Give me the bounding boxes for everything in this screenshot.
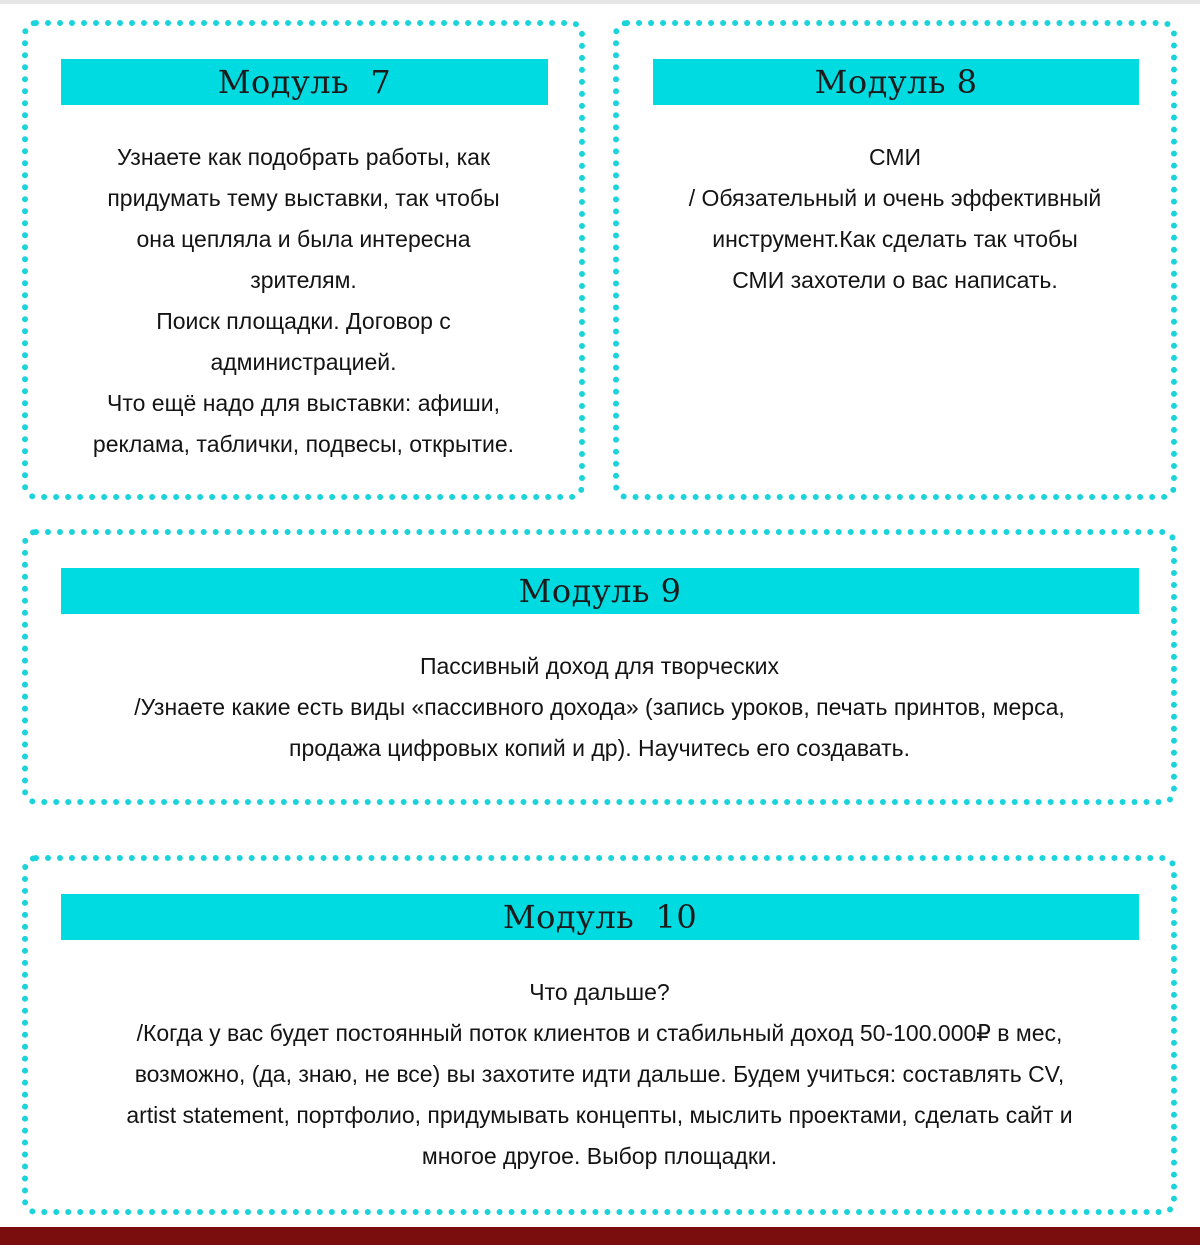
description-line: /Узнаете какие есть виды «пассивного дохода» (запись уроков, печать принтов, мерса, bbox=[134, 694, 1065, 720]
module-description bbox=[38, 646, 1161, 769]
module-card-9 bbox=[22, 529, 1177, 805]
description-line: придумать тему выставки, так чтобы bbox=[107, 185, 500, 211]
description-line: artist statement, портфолио, придумывать концепты, мыслить проектами, сделать сайт и bbox=[126, 1102, 1073, 1128]
description-line: / Обязательный и очень эффективный bbox=[688, 185, 1102, 211]
description-line: продажа цифровых копий и др). Научитесь его создавать. bbox=[289, 735, 910, 761]
description-line: Что дальше? bbox=[529, 979, 670, 1005]
module-description bbox=[38, 972, 1161, 1177]
description-line: она цепляла и была интересна bbox=[136, 226, 471, 252]
top-divider bbox=[0, 0, 1200, 4]
description-line: СМИ захотели о вас написать. bbox=[732, 267, 1058, 293]
description-line: инструмент.Как сделать так чтобы bbox=[712, 226, 1078, 252]
description-line: администрацией. bbox=[210, 349, 397, 375]
description-line: Поиск площадки. Договор с bbox=[156, 308, 451, 334]
description-line: Узнаете как подобрать работы, как bbox=[116, 144, 491, 170]
module-title: Модуль 9 bbox=[61, 568, 1139, 614]
description-line: многое другое. Выбор площадки. bbox=[421, 1143, 778, 1169]
description-line: Что ещё надо для выставки: афиши, bbox=[107, 390, 500, 416]
module-description bbox=[629, 137, 1161, 301]
description-line: Пассивный доход для творческих bbox=[419, 653, 780, 679]
footer-bar bbox=[0, 1227, 1200, 1245]
description-line: реклама, таблички, подвесы, открытие. bbox=[92, 431, 515, 457]
description-line: зрителям. bbox=[250, 267, 357, 293]
module-title: Модуль 7 bbox=[61, 59, 548, 105]
description-line: возможно, (да, знаю, не все) вы захотите идти дальше. Будем учиться: составлять CV, bbox=[134, 1061, 1065, 1087]
module-title: Модуль 8 bbox=[653, 59, 1139, 105]
module-card-8 bbox=[613, 20, 1177, 500]
module-card-10 bbox=[22, 855, 1177, 1215]
description-line: СМИ bbox=[868, 144, 922, 170]
description-line: /Когда у вас будет постоянный поток клиентов и стабильный доход 50-100.000₽ в мес, bbox=[136, 1020, 1063, 1046]
module-title: Модуль 10 bbox=[61, 894, 1139, 940]
module-card-7 bbox=[22, 20, 585, 500]
module-description bbox=[38, 137, 569, 465]
